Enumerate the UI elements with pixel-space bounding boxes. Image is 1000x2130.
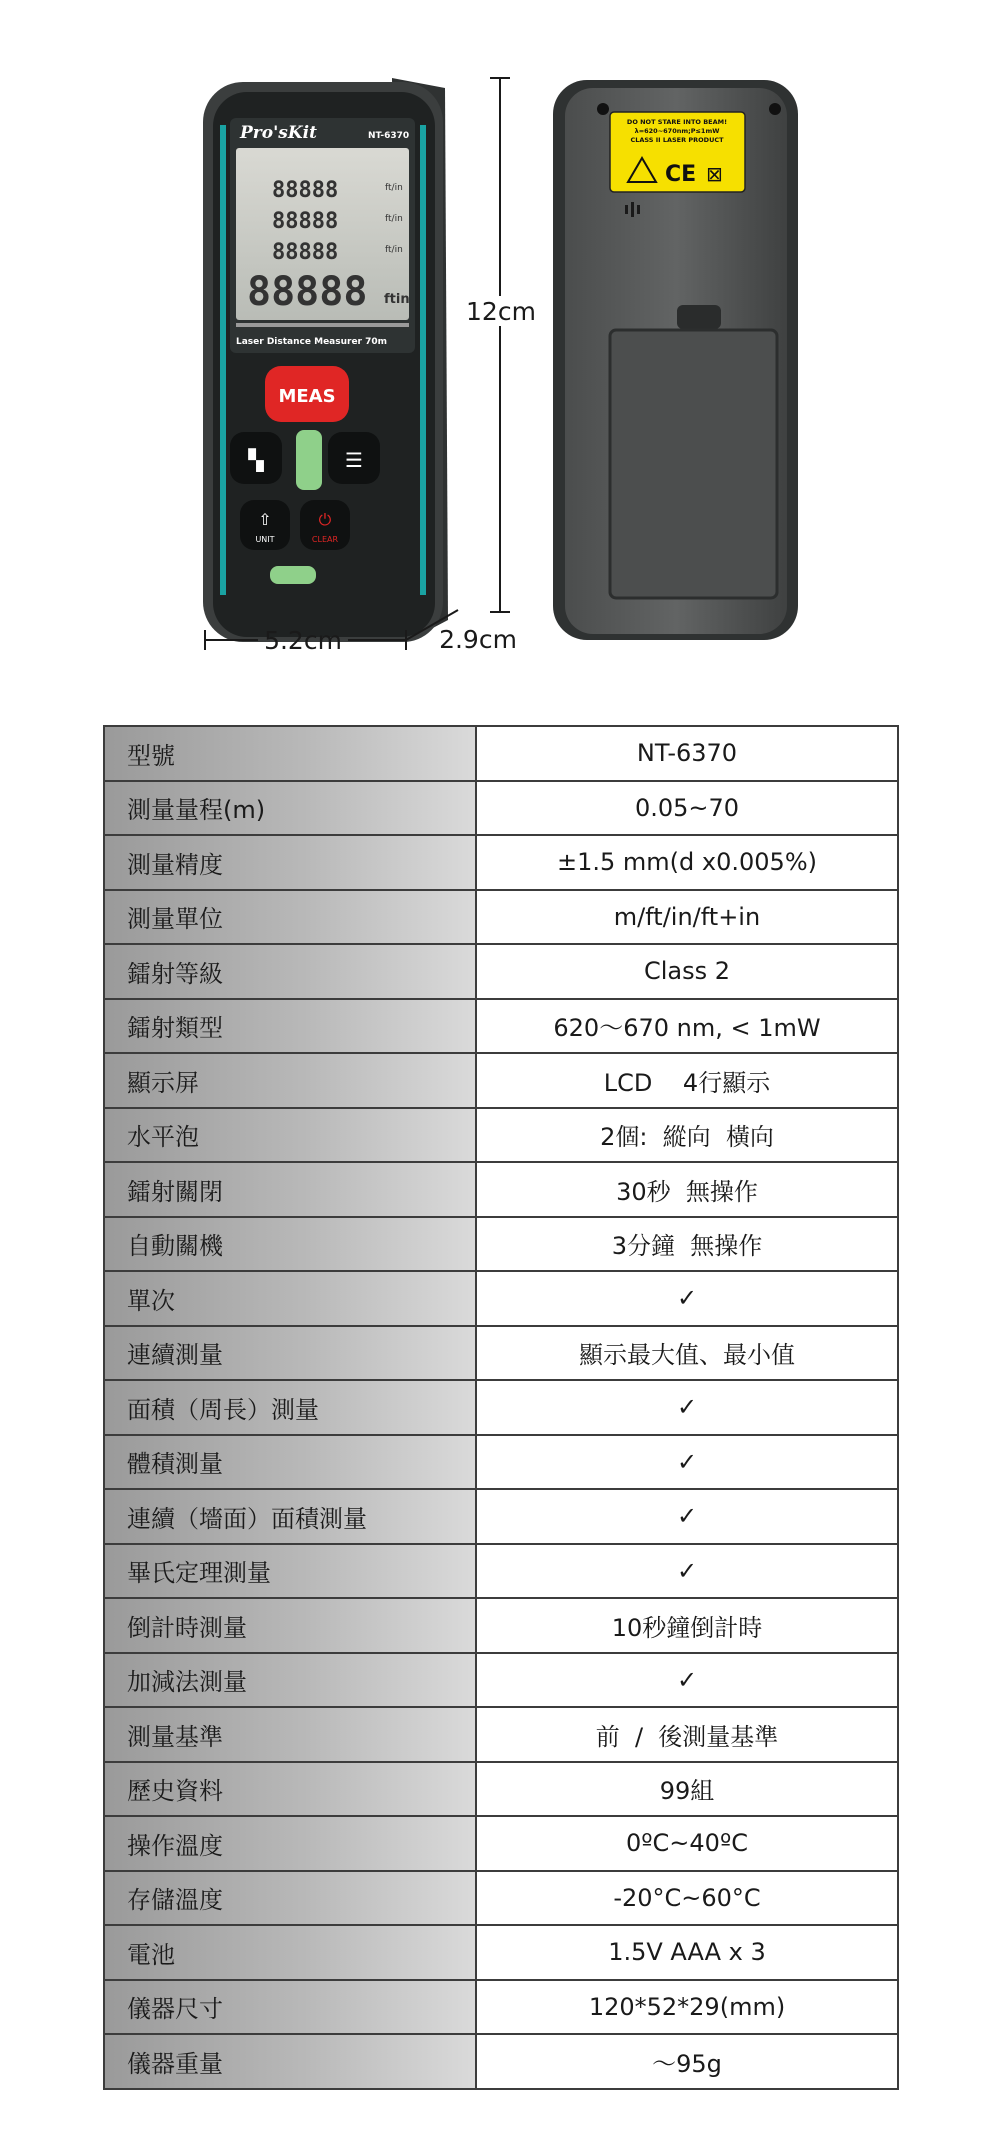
svg-text:88888: 88888 (272, 240, 339, 265)
spec-row (104, 1925, 898, 1980)
spec-label: 歷史資料 (104, 1762, 476, 1817)
spec-row (104, 1435, 898, 1490)
spec-value: 2個: 縱向 橫向 (476, 1108, 898, 1163)
warning-line-3: CLASS II LASER PRODUCT (630, 136, 724, 144)
spec-value: 1.5V AAA x 3 (476, 1925, 898, 1980)
spec-label: 顯示屏 (104, 1053, 476, 1108)
spec-row (104, 1162, 898, 1217)
spec-value: ✓ (476, 1271, 898, 1326)
spec-label: 測量單位 (104, 890, 476, 945)
spec-label: 面積（周長）測量 (104, 1380, 476, 1435)
spec-label: 鐳射等級 (104, 944, 476, 999)
spec-value: LCD 4行顯示 (476, 1053, 898, 1108)
spec-row (104, 2034, 898, 2089)
spec-value: -20°C~60°C (476, 1871, 898, 1926)
height-dimension: 12cm (466, 297, 536, 326)
ce-mark: CE (665, 162, 697, 187)
spec-label: 儀器尺寸 (104, 1980, 476, 2035)
spec-label: 操作溫度 (104, 1816, 476, 1871)
spec-label: 測量精度 (104, 835, 476, 890)
weee-bin-icon: ⊠ (706, 162, 723, 186)
power-icon: ⏻ (318, 510, 332, 529)
spec-label: 加減法測量 (104, 1653, 476, 1708)
spec-label: 水平泡 (104, 1108, 476, 1163)
spec-label: 畢氏定理測量 (104, 1544, 476, 1599)
spec-row (104, 1871, 898, 1926)
warning-line-2: λ=620~670nm;P≤1mW (634, 127, 720, 135)
width-dimension: 5.2cm (264, 626, 342, 655)
spec-row (104, 1707, 898, 1762)
svg-text:88888: 88888 (272, 209, 339, 234)
meas-button-label: MEAS (278, 386, 336, 407)
spec-label: 自動關機 (104, 1217, 476, 1272)
spec-row (104, 1816, 898, 1871)
spec-label: 存儲溫度 (104, 1871, 476, 1926)
history-icon: ☰ (345, 448, 363, 472)
spec-value: 99組 (476, 1762, 898, 1817)
spec-value: 顯示最大值、最小值 (476, 1326, 898, 1381)
spec-row (104, 1326, 898, 1381)
spec-value: 前 / 後測量基準 (476, 1707, 898, 1762)
spec-value: 120*52*29(mm) (476, 1980, 898, 2035)
lcd-unit-2: ft/in (385, 214, 403, 224)
spec-row (104, 1762, 898, 1817)
spec-row (104, 1271, 898, 1326)
spec-value: ✓ (476, 1380, 898, 1435)
svg-text:88888: 88888 (247, 269, 368, 315)
spec-row (104, 944, 898, 999)
spec-row (104, 1980, 898, 2035)
lcd-unit-1: ft/in (385, 183, 403, 193)
spec-row (104, 1217, 898, 1272)
spec-value: ±1.5 mm(d x0.005%) (476, 835, 898, 890)
spec-label: 測量量程(m) (104, 781, 476, 836)
spec-table (103, 725, 899, 2090)
battery-cover[interactable] (610, 330, 777, 598)
spec-label: 體積測量 (104, 1435, 476, 1490)
brand-logo: Pro'sKit (240, 123, 317, 143)
spec-label: 測量基準 (104, 1707, 476, 1762)
plus-grid-icon: ▚ (248, 448, 264, 472)
spec-row (104, 1544, 898, 1599)
battery-cover-latch[interactable] (677, 305, 721, 329)
spec-row (104, 781, 898, 836)
depth-dimension: 2.9cm (439, 625, 517, 654)
spec-value: 10秒鐘倒計時 (476, 1598, 898, 1653)
spec-value: m/ft/in/ft+in (476, 890, 898, 945)
spec-value: 3分鐘 無操作 (476, 1217, 898, 1272)
spec-value: Class 2 (476, 944, 898, 999)
horizontal-bubble-level (270, 566, 316, 584)
spec-value: 0.05~70 (476, 781, 898, 836)
spec-row (104, 1108, 898, 1163)
unit-icon: ⇧ (258, 510, 272, 529)
spec-label: 電池 (104, 1925, 476, 1980)
spec-value: 30秒 無操作 (476, 1162, 898, 1217)
spec-row (104, 890, 898, 945)
spec-row (104, 835, 898, 890)
spec-row (104, 1598, 898, 1653)
device-back (553, 80, 798, 640)
spec-row (104, 1380, 898, 1435)
vertical-bubble-level (296, 430, 322, 490)
model-badge: NT-6370 (368, 131, 410, 141)
lcd-unit-main: ftin (384, 292, 410, 307)
spec-label: 儀器重量 (104, 2034, 476, 2089)
spec-label: 連續（墻面）面積測量 (104, 1489, 476, 1544)
lcd-unit-3: ft/in (385, 245, 403, 255)
product-figure (0, 0, 1000, 700)
spec-value: ～95g (476, 2034, 898, 2089)
unit-button-label: UNIT (255, 535, 275, 544)
spec-row (104, 1489, 898, 1544)
spec-row (104, 726, 898, 781)
spec-row (104, 1653, 898, 1708)
spec-label: 單次 (104, 1271, 476, 1326)
spec-value: ✓ (476, 1489, 898, 1544)
spec-value: 620～670 nm, < 1mW (476, 999, 898, 1054)
warning-line-1: DO NOT STARE INTO BEAM! (626, 118, 728, 126)
spec-label: 鐳射類型 (104, 999, 476, 1054)
spec-label: 型號 (104, 726, 476, 781)
spec-label: 倒計時測量 (104, 1598, 476, 1653)
spec-value: NT-6370 (476, 726, 898, 781)
clear-button-label: CLEAR (311, 535, 339, 544)
device-caption: Laser Distance Measurer 70m (236, 337, 388, 347)
spec-value: ✓ (476, 1544, 898, 1599)
spec-row (104, 1053, 898, 1108)
spec-value: ✓ (476, 1653, 898, 1708)
spec-label: 連續測量 (104, 1326, 476, 1381)
spec-value: 0ºC~40ºC (476, 1816, 898, 1871)
svg-text:88888: 88888 (272, 178, 339, 203)
spec-label: 鐳射關閉 (104, 1162, 476, 1217)
spec-row (104, 999, 898, 1054)
spec-value: ✓ (476, 1435, 898, 1490)
device-front (203, 78, 448, 642)
